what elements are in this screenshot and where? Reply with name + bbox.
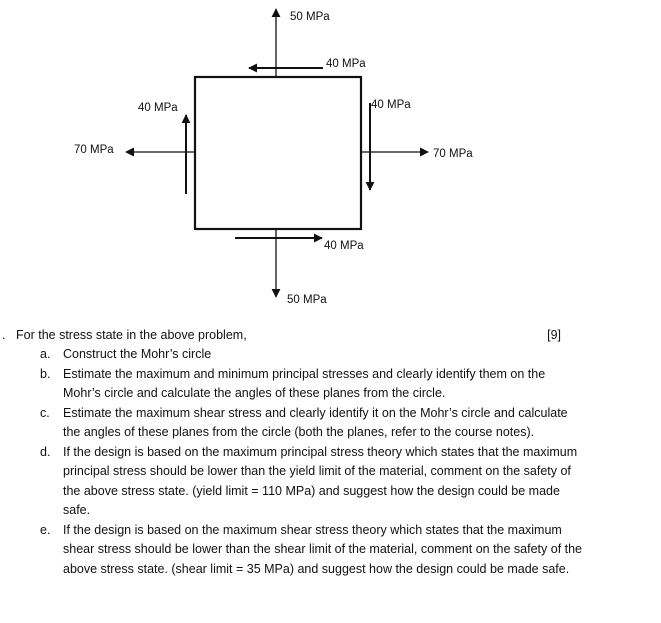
part-text: If the design is based on the maximum shear stress theory which states that the maximum shear stress should be lower than the shear limit of the material, comment on the safety of the above stress state. (shear limit = 35 MPa) and suggest how the design could be made safe. <box>63 522 583 576</box>
bottom-shear-label: 40 MPa <box>324 240 364 252</box>
stress-element-square <box>195 77 361 229</box>
right-shear-label: 40 MPa <box>371 99 411 111</box>
question-part-d <box>0 443 583 521</box>
top-shear-label: 40 MPa <box>326 58 366 70</box>
question-bullet: . <box>2 328 6 342</box>
question-part-b <box>0 365 583 404</box>
part-letter: d. <box>40 444 51 459</box>
question-part-c <box>0 404 583 443</box>
question-stem: For the stress state in the above problem, <box>16 328 247 342</box>
question-part-a <box>0 345 583 365</box>
right-normal-label: 70 MPa <box>433 148 473 160</box>
part-text: Construct the Mohr’s circle <box>63 347 212 361</box>
part-text: Estimate the maximum shear stress and clearly identify it on the Mohr’s circle and calculate the angles of these planes from the circle (both the planes, refer to the course notes). <box>63 405 568 439</box>
bottom-normal-label: 50 MPa <box>287 294 327 306</box>
top-normal-label: 50 MPa <box>290 11 330 23</box>
part-letter: b. <box>40 366 51 381</box>
part-letter: c. <box>40 405 50 420</box>
part-text: If the design is based on the maximum principal stress theory which states that the maximum principal stress should be lower than the yield limit of the material, comment on the safety of the above stress state. (yield limit = 110 MPa) and suggest how the design could be made safe. <box>63 444 578 517</box>
question-marks: [9] <box>547 328 561 342</box>
question-part-e <box>0 521 583 580</box>
part-letter: e. <box>40 522 51 537</box>
left-shear-label: 40 MPa <box>138 102 178 114</box>
part-letter: a. <box>40 347 51 361</box>
part-text: Estimate the maximum and minimum principal stresses and clearly identify them on the Mohr’s circle and calculate the angles of these planes from the circle. <box>63 366 546 400</box>
question-parts-list <box>0 345 661 579</box>
left-normal-label: 70 MPa <box>74 144 114 156</box>
